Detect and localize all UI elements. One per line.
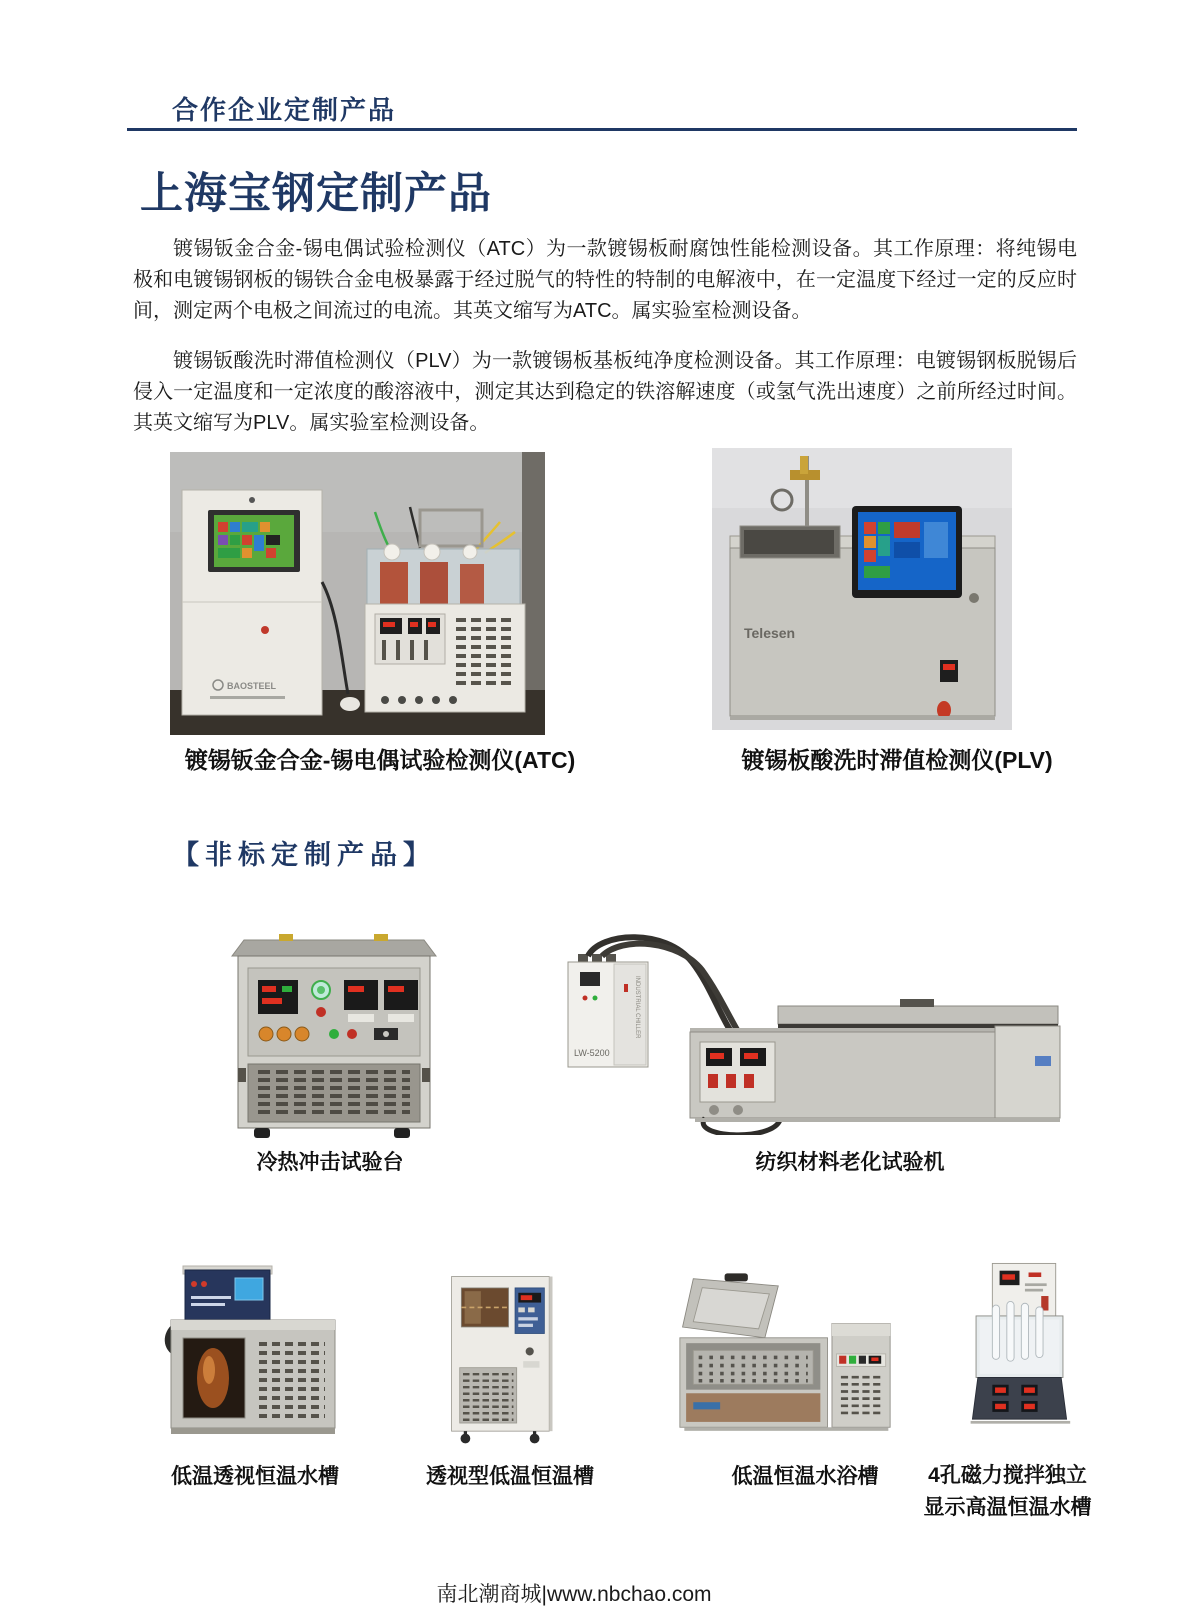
caption-viewable-lowtemp-tank: 透视型低温恒温槽 [426, 1465, 594, 1488]
plv-device-illustration [712, 448, 1012, 730]
viewable-lowtemp-tank-photo [420, 1270, 580, 1445]
caption-magnetic-stirrer-bath [920, 1460, 1095, 1524]
atc-device-illustration [170, 452, 545, 735]
lowtemp-viewable-bath-photo [163, 1262, 343, 1442]
intro-paragraphs [133, 234, 1077, 458]
header-divider [127, 128, 1077, 131]
textile-aging-machine-illustration [540, 920, 1085, 1135]
page-title: 上海宝钢定制产品 [140, 170, 492, 218]
caption-magnetic-stirrer-line1: 4孔磁力搅拌独立 [928, 1464, 1087, 1487]
caption-atc: 镀锡钣金合金-锡电偶试验检测仪(ATC) [184, 747, 576, 773]
footer-site-credit: 南北潮商城|www.nbchao.com [436, 1583, 712, 1606]
caption-plv: 镀锡板酸洗时滞值检测仪(PLV) [741, 747, 1053, 773]
chiller-model-text: LW-5200 [574, 1048, 610, 1058]
section-header-nonstandard: 【非标定制产品】 [172, 840, 436, 870]
textile-aging-machine-photo [540, 920, 1085, 1135]
caption-textile-aging: 纺织材料老化试验机 [755, 1151, 945, 1174]
lowtemp-waterbath-illustration [660, 1268, 910, 1438]
caption-magnetic-stirrer-line2: 显示高温恒温水槽 [923, 1496, 1092, 1519]
caption-lowtemp-waterbath: 低温恒温水浴槽 [731, 1465, 879, 1488]
magnetic-stirrer-bath-photo [962, 1258, 1077, 1430]
paragraph-plv: 镀锡钣酸洗时滞值检测仪（PLV）为一款镀锡板基板纯净度检测设备。其工作原理：电镀锡钢板脱锡后侵入一定温度和一定浓度的酸溶液中，测定其达到稳定的铁溶解速度（或氢气洗出速度）之前所经过时间。其英文缩写为PLV。属实验室检测设备。 [133, 350, 1077, 434]
chiller-label-text: INDUSTRIAL CHILLER [634, 976, 640, 1039]
lowtemp-waterbath-photo [660, 1268, 910, 1438]
thermal-shock-tester-illustration [224, 928, 444, 1143]
magnetic-stirrer-bath-illustration [962, 1258, 1077, 1430]
lowtemp-viewable-bath-illustration [163, 1262, 343, 1442]
atc-device-photo [170, 452, 545, 735]
baosteel-logo-text: BAOSTEEL [227, 681, 277, 691]
thermal-shock-tester-photo [224, 928, 444, 1143]
plv-device-photo [712, 448, 1012, 730]
telesen-logo-text: Telesen [744, 625, 796, 641]
caption-lowtemp-viewable-bath: 低温透视恒温水槽 [171, 1465, 339, 1488]
viewable-lowtemp-tank-illustration [420, 1270, 580, 1445]
doc-header: 合作企业定制产品 [172, 95, 397, 125]
paragraph-atc: 镀锡钣金合金-锡电偶试验检测仪（ATC）为一款镀锡板耐腐蚀性能检测设备。其工作原理：将纯锡电极和电镀锡钢板的锡铁合金电极暴露于经过脱气的特性的特制的电解液中，在一定温度下经过一定的反应时间，测定两个电极之间流过的电流。其英文缩写为ATC。属实验室检测设备。 [133, 238, 1077, 322]
caption-thermal-shock: 冷热冲击试验台 [256, 1151, 404, 1174]
